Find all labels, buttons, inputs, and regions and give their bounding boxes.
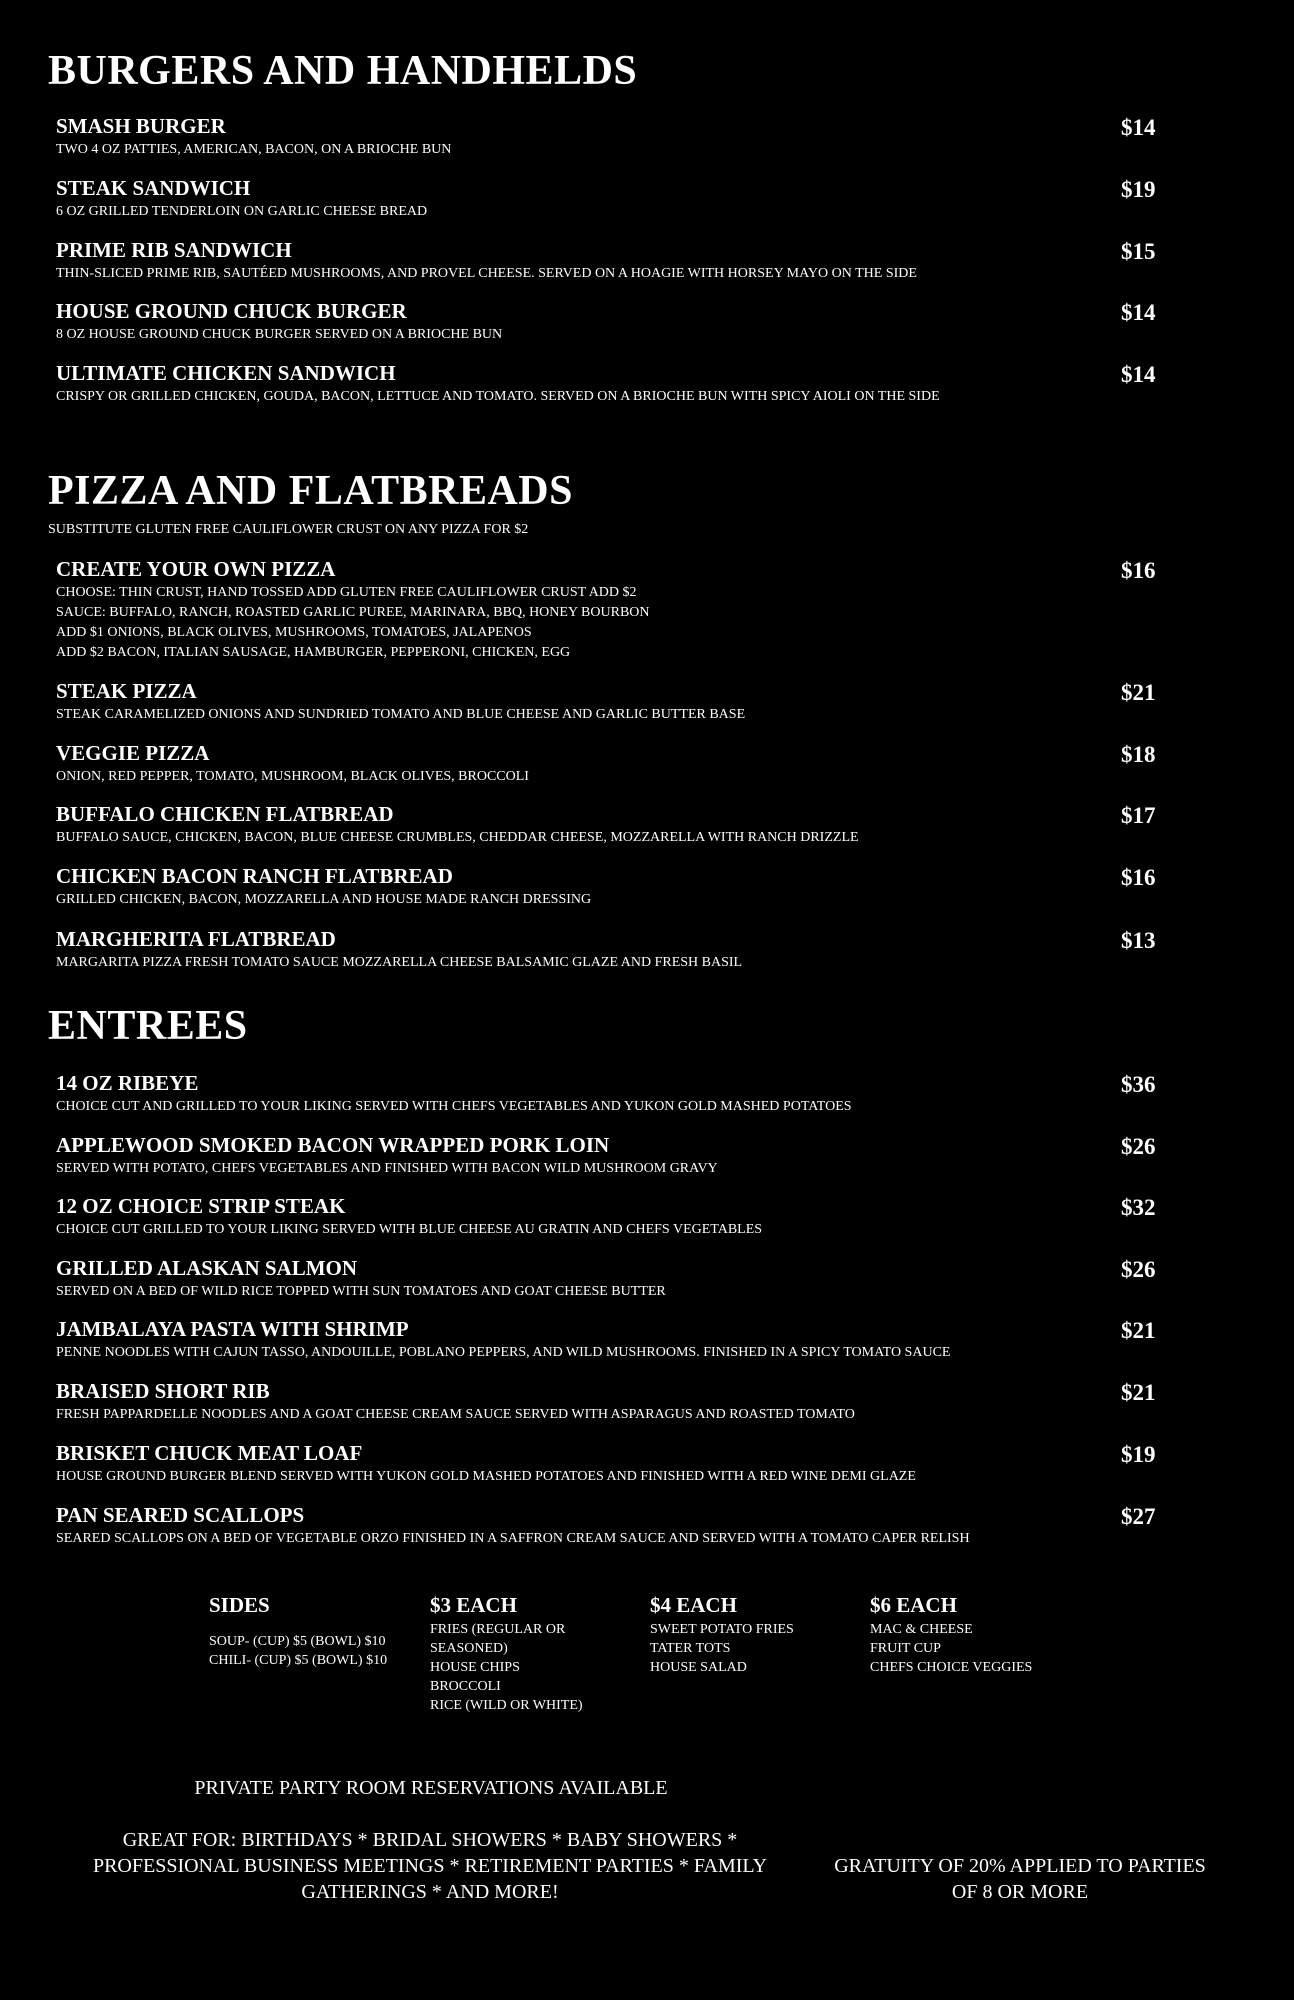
item-description-line: SEARED SCALLOPS ON A BED OF VEGETABLE ORZO FINISHED IN A SAFFRON CREAM SAUCE AND SERVED WITH A TOMATO CAPER RELISH xyxy=(56,1531,970,1546)
sides-column xyxy=(870,1592,1070,1677)
item-description xyxy=(56,387,1236,407)
item-description-line: SAUCE: BUFFALO, RANCH, ROASTED GARLIC PUREE, MARINARA, BBQ, HONEY BOURBON xyxy=(56,605,650,620)
item-description-line: HOUSE GROUND BURGER BLEND SERVED WITH YUKON GOLD MASHED POTATOES AND FINISHED WITH A RED WINE DEMI GLAZE xyxy=(56,1469,916,1484)
item-description xyxy=(56,1282,1236,1302)
sides-item: FRIES (REGULAR OR xyxy=(430,1622,566,1637)
sides-item: RICE (WILD OR WHITE) xyxy=(430,1698,583,1713)
item-description-line: PENNE NOODLES WITH CAJUN TASSO, ANDOUILLE, POBLANO PEPPERS, AND WILD MUSHROOMS. FINISHED IN A SPICY TOMATO SAUCE xyxy=(56,1345,951,1360)
sides-item: MAC & CHEESE xyxy=(870,1622,973,1637)
item-name: CREATE YOUR OWN PIZZA xyxy=(56,557,336,581)
private-party-text: PRIVATE PARTY ROOM RESERVATIONS AVAILABLE xyxy=(194,1777,668,1799)
item-name: 14 OZ RIBEYE xyxy=(56,1071,199,1095)
sides-item: HOUSE SALAD xyxy=(650,1660,747,1675)
sides-list xyxy=(430,1620,630,1715)
item-description xyxy=(56,583,1236,663)
menu-item xyxy=(56,1255,1236,1302)
menu-item xyxy=(56,801,1236,848)
item-description xyxy=(56,828,1236,848)
sides-heading: SIDES xyxy=(209,1593,270,1617)
item-price: $17 xyxy=(1121,803,1156,828)
item-description xyxy=(56,325,1236,345)
sides-heading: $6 EACH xyxy=(870,1593,957,1617)
sides-list xyxy=(870,1620,1070,1677)
menu-item xyxy=(56,678,1236,725)
menu-item xyxy=(56,1502,1236,1549)
item-name: STEAK SANDWICH xyxy=(56,176,251,200)
item-description xyxy=(56,1097,1236,1117)
item-description xyxy=(56,202,1236,222)
item-description-line: GRILLED CHICKEN, BACON, MOZZARELLA AND HOUSE MADE RANCH DRESSING xyxy=(56,892,592,907)
menu-item xyxy=(56,1378,1236,1425)
item-price: $19 xyxy=(1121,1442,1156,1467)
item-name: 12 OZ CHOICE STRIP STEAK xyxy=(56,1194,346,1218)
item-price: $27 xyxy=(1121,1504,1156,1529)
item-description-line: MARGARITA PIZZA FRESH TOMATO SAUCE MOZZARELLA CHEESE BALSAMIC GLAZE AND FRESH BASIL xyxy=(56,955,743,970)
item-description-line: CHOICE CUT GRILLED TO YOUR LIKING SERVED WITH BLUE CHEESE AU GRATIN AND CHEFS VEGETABLES xyxy=(56,1222,763,1237)
menu-item xyxy=(56,1193,1236,1240)
menu-item xyxy=(56,237,1236,284)
item-price: $26 xyxy=(1121,1257,1156,1282)
menu-item xyxy=(56,175,1236,222)
item-name: HOUSE GROUND CHUCK BURGER xyxy=(56,299,407,323)
item-price: $36 xyxy=(1121,1072,1156,1097)
item-price: $21 xyxy=(1121,1318,1156,1343)
item-name: BUFFALO CHICKEN FLATBREAD xyxy=(56,802,394,826)
item-price: $16 xyxy=(1121,865,1156,890)
item-description-line: TWO 4 OZ PATTIES, AMERICAN, BACON, ON A BRIOCHE BUN xyxy=(56,142,452,157)
sides-item: CHEFS CHOICE VEGGIES xyxy=(870,1660,1033,1675)
menu-item xyxy=(56,1132,1236,1179)
item-name: MARGHERITA FLATBREAD xyxy=(56,927,336,951)
item-price: $26 xyxy=(1121,1134,1156,1159)
sides-item: FRUIT CUP xyxy=(870,1641,941,1656)
item-description xyxy=(56,705,1236,725)
sides-item: SEASONED) xyxy=(430,1641,508,1656)
item-description xyxy=(56,1220,1236,1240)
item-name: CHICKEN BACON RANCH FLATBREAD xyxy=(56,864,453,888)
item-description-line: SERVED WITH POTATO, CHEFS VEGETABLES AND FINISHED WITH BACON WILD MUSHROOM GRAVY xyxy=(56,1161,718,1176)
sides-item: TATER TOTS xyxy=(650,1641,731,1656)
item-description xyxy=(56,1159,1236,1179)
item-description xyxy=(56,767,1236,787)
item-name: BRISKET CHUCK MEAT LOAF xyxy=(56,1441,363,1465)
item-description xyxy=(56,1343,1236,1363)
sides-column xyxy=(430,1592,630,1715)
item-description-line: ADD $1 ONIONS, BLACK OLIVES, MUSHROOMS, TOMATOES, JALAPENOS xyxy=(56,625,532,640)
item-name: BRAISED SHORT RIB xyxy=(56,1379,270,1403)
item-price: $14 xyxy=(1121,300,1156,325)
item-name: SMASH BURGER xyxy=(56,114,226,138)
item-price: $16 xyxy=(1121,558,1156,583)
item-description xyxy=(56,1405,1236,1425)
item-name: PAN SEARED SCALLOPS xyxy=(56,1503,305,1527)
item-description-line: THIN-SLICED PRIME RIB, SAUTÉED MUSHROOMS, AND PROVEL CHEESE. SERVED ON A HOAGIE WITH HORSEY MAYO ON THE SIDE xyxy=(56,266,917,281)
menu-item xyxy=(56,1070,1236,1117)
menu-item xyxy=(56,863,1236,910)
item-price: $18 xyxy=(1121,742,1156,767)
item-price: $13 xyxy=(1121,928,1156,953)
item-price: $14 xyxy=(1121,115,1156,140)
item-name: STEAK PIZZA xyxy=(56,679,197,703)
sides-item: CHILI- (CUP) $5 (BOWL) $10 xyxy=(209,1653,388,1668)
item-description xyxy=(56,953,1236,973)
menu-item xyxy=(56,556,1236,663)
item-name: VEGGIE PIZZA xyxy=(56,741,210,765)
menu-item xyxy=(56,360,1236,407)
item-description-line: CRISPY OR GRILLED CHICKEN, GOUDA, BACON, LETTUCE AND TOMATO. SERVED ON A BRIOCHE BUN WITH SPICY AIOLI ON THE SIDE xyxy=(56,389,940,404)
great-for-line: GREAT FOR: BIRTHDAYS * BRIDAL SHOWERS * BABY SHOWERS * xyxy=(122,1829,738,1851)
item-description xyxy=(56,264,1236,284)
sides-list xyxy=(209,1632,409,1670)
item-description-line: FRESH PAPPARDELLE NOODLES AND A GOAT CHEESE CREAM SAUCE SERVED WITH ASPARAGUS AND ROASTED TOMATO xyxy=(56,1407,855,1422)
sides-item: HOUSE CHIPS xyxy=(430,1660,520,1675)
item-price: $14 xyxy=(1121,362,1156,387)
item-price: $21 xyxy=(1121,1380,1156,1405)
item-name: APPLEWOOD SMOKED BACON WRAPPED PORK LOIN xyxy=(56,1133,610,1157)
item-price: $32 xyxy=(1121,1195,1156,1220)
great-for-line: GATHERINGS * AND MORE! xyxy=(301,1881,559,1903)
menu-item xyxy=(56,1316,1236,1363)
item-description-line: STEAK CARAMELIZED ONIONS AND SUNDRIED TOMATO AND BLUE CHEESE AND GARLIC BUTTER BASE xyxy=(56,707,746,722)
item-name: GRILLED ALASKAN SALMON xyxy=(56,1256,358,1280)
sides-heading: $3 EACH xyxy=(430,1593,517,1617)
sides-item: SWEET POTATO FRIES xyxy=(650,1622,794,1637)
item-name: PRIME RIB SANDWICH xyxy=(56,238,292,262)
sides-column xyxy=(209,1592,409,1670)
item-description-line: SERVED ON A BED OF WILD RICE TOPPED WITH SUN TOMATOES AND GOAT CHEESE BUTTER xyxy=(56,1284,666,1299)
item-description-line: CHOICE CUT AND GRILLED TO YOUR LIKING SERVED WITH CHEFS VEGETABLES AND YUKON GOLD MASHED POTATOES xyxy=(56,1099,852,1114)
sides-list xyxy=(650,1620,850,1677)
sides-item: SOUP- (CUP) $5 (BOWL) $10 xyxy=(209,1634,386,1649)
great-for-line: PROFESSIONAL BUSINESS MEETINGS * RETIREMENT PARTIES * FAMILY xyxy=(92,1855,768,1877)
item-price: $19 xyxy=(1121,177,1156,202)
item-description-line: 8 OZ HOUSE GROUND CHUCK BURGER SERVED ON A BRIOCHE BUN xyxy=(56,327,503,342)
item-name: ULTIMATE CHICKEN SANDWICH xyxy=(56,361,396,385)
item-description xyxy=(56,1529,1236,1549)
item-description-line: 6 OZ GRILLED TENDERLOIN ON GARLIC CHEESE BREAD xyxy=(56,204,428,219)
item-description-line: CHOOSE: THIN CRUST, HAND TOSSED ADD GLUTEN FREE CAULIFLOWER CRUST ADD $2 xyxy=(56,585,637,600)
item-name: JAMBALAYA PASTA WITH SHRIMP xyxy=(56,1317,409,1341)
item-price: $15 xyxy=(1121,239,1156,264)
menu-item xyxy=(56,298,1236,345)
menu-item xyxy=(56,113,1236,160)
gratuity-line: OF 8 OR MORE xyxy=(951,1881,1089,1903)
item-description xyxy=(56,140,1236,160)
section-title-entrees: ENTREES xyxy=(48,1003,248,1049)
section-note-pizza: SUBSTITUTE GLUTEN FREE CAULIFLOWER CRUST ON ANY PIZZA FOR $2 xyxy=(48,522,529,537)
item-price: $21 xyxy=(1121,680,1156,705)
sides-column xyxy=(650,1592,850,1677)
section-title-pizza: PIZZA AND FLATBREADS xyxy=(48,468,573,514)
menu-item xyxy=(56,1440,1236,1487)
great-for-text xyxy=(70,1827,790,1905)
item-description-line: BUFFALO SAUCE, CHICKEN, BACON, BLUE CHEESE CRUMBLES, CHEDDAR CHEESE, MOZZARELLA WITH RANCH DRIZZLE xyxy=(56,830,859,845)
section-title-burgers: BURGERS AND HANDHELDS xyxy=(48,48,638,94)
menu-item xyxy=(56,740,1236,787)
item-description xyxy=(56,890,1236,910)
item-description xyxy=(56,1467,1236,1487)
sides-item: BROCCOLI xyxy=(430,1679,501,1694)
menu-item xyxy=(56,926,1236,973)
gratuity-text xyxy=(810,1853,1230,1905)
sides-heading: $4 EACH xyxy=(650,1593,737,1617)
item-description-line: ADD $2 BACON, ITALIAN SAUSAGE, HAMBURGER, PEPPERONI, CHICKEN, EGG xyxy=(56,645,571,660)
gratuity-line: GRATUITY OF 20% APPLIED TO PARTIES xyxy=(834,1855,1206,1877)
item-description-line: ONION, RED PEPPER, TOMATO, MUSHROOM, BLACK OLIVES, BROCCOLI xyxy=(56,769,529,784)
